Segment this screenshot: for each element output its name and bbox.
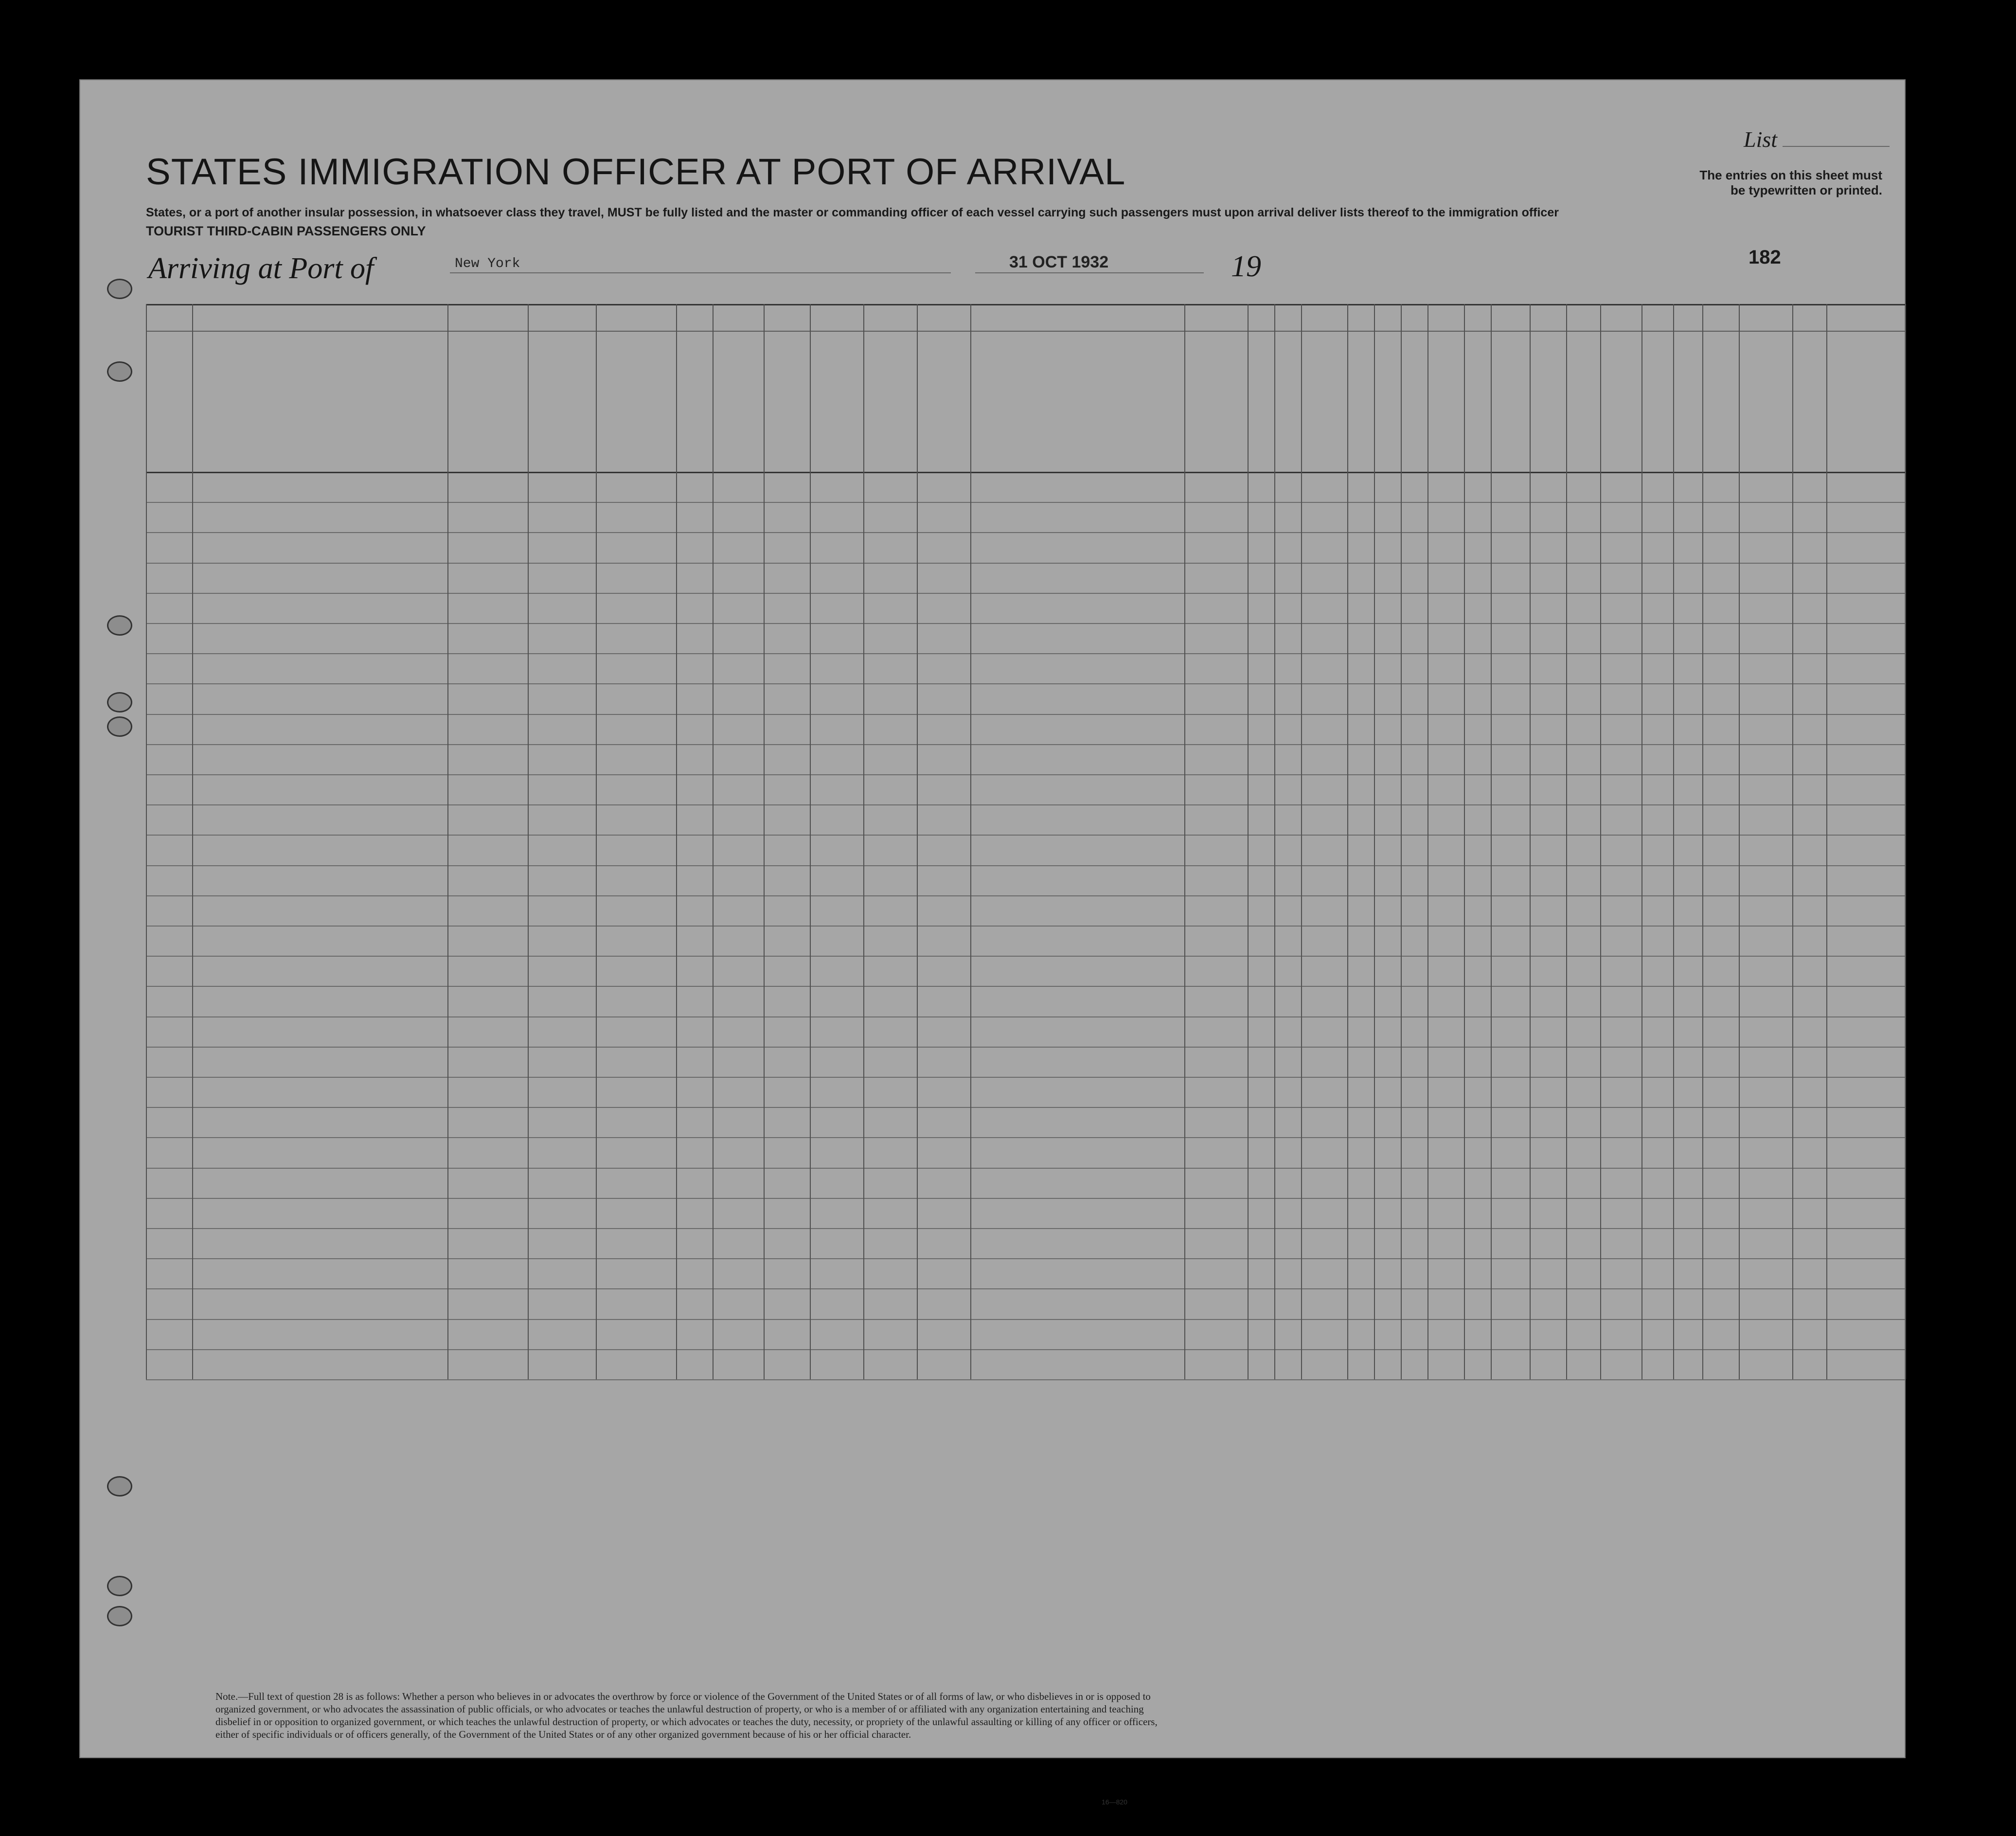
column-rule (676, 304, 677, 1379)
binder-hole (107, 1576, 132, 1596)
column-rule (1401, 304, 1402, 1379)
column-rule (1600, 304, 1601, 1379)
column-rule (1274, 304, 1275, 1379)
binder-hole (107, 1606, 132, 1626)
column-rule (1374, 304, 1375, 1379)
column-rule (192, 304, 193, 1379)
column-rule (1427, 304, 1428, 1379)
instructions-text: States, or a port of another insular possession, in whatsoever class they travel, MUST be fully listed and the master or commanding officer of each vessel carrying such passengers must upon arrival deliver lists thereof to the immigration officer (146, 206, 1559, 219)
column-rule (1739, 304, 1740, 1379)
form-code: 16—820 (1102, 1798, 1127, 1806)
column-rule (863, 304, 864, 1379)
binder-hole (107, 361, 132, 382)
manifest-sheet (79, 79, 1906, 1806)
column-rule (970, 304, 971, 1379)
column-rule (146, 304, 147, 1379)
column-rule (447, 304, 448, 1379)
column-rule (1826, 304, 1827, 1379)
arrival-date-stamp: 31 OCT 1932 (1009, 253, 1109, 271)
column-rule (810, 304, 811, 1379)
list-underline (1783, 146, 1890, 147)
binder-hole (107, 615, 132, 636)
page-title: STATES IMMIGRATION OFFICER AT PORT OF ARRIVAL (146, 151, 1126, 193)
arriving-label: Arriving at Port of (148, 252, 374, 285)
column-rule (596, 304, 597, 1379)
column-rule (917, 304, 918, 1379)
page-number: 182 (1748, 247, 1781, 268)
arrival-port: New York (455, 256, 520, 271)
column-rule (1530, 304, 1531, 1379)
footnote-question-28: Note.—Full text of question 28 is as follows: Whether a person who believes in or advocates the overthrow by force or violence of the Government of the United States or of all forms of law, or who disbelieves in or is opposed to organized government, or who advocates the assassination of public officials, or who advocates or teaches the unlawful destruction of property, or who is a member of or affiliated with any organization entertaining and teaching disbelief in or opposition to organized government, or which teaches the unlawful destruction of property, or which advocates or teaches the duty, necessity, or propriety of the unlawful assaulting or killing of any officer or officers, either of specific individuals or of officers generally, of the Government of the United States or of any other organized government because of his or her official character. (215, 1691, 1158, 1740)
passenger-class-text: TOURIST THIRD-CABIN PASSENGERS ONLY (146, 224, 426, 238)
column-rule (1464, 304, 1465, 1379)
column-rule (1184, 304, 1185, 1379)
binder-hole (107, 1476, 132, 1497)
column-rule (764, 304, 765, 1379)
column-rule (1248, 304, 1249, 1379)
column-rule (1641, 304, 1642, 1379)
column-rule (1905, 304, 1906, 1379)
list-label: List (1744, 127, 1778, 152)
column-rule (1301, 304, 1302, 1379)
port-underline (450, 272, 951, 273)
date-underline (975, 272, 1204, 273)
binder-hole (107, 716, 132, 737)
column-rule (1347, 304, 1348, 1379)
column-rule (1491, 304, 1492, 1379)
column-rule (1673, 304, 1674, 1379)
column-rule (528, 304, 529, 1379)
year-prefix: 19 (1231, 250, 1261, 283)
row-rule (146, 1379, 1905, 1380)
list-note: The entries on this sheet must be typewritten or printed. (1699, 168, 1882, 197)
binder-hole (107, 692, 132, 713)
column-rule (713, 304, 714, 1379)
column-rule (1792, 304, 1793, 1379)
column-rule (1566, 304, 1567, 1379)
column-rule (1702, 304, 1703, 1379)
binder-hole (107, 279, 132, 299)
